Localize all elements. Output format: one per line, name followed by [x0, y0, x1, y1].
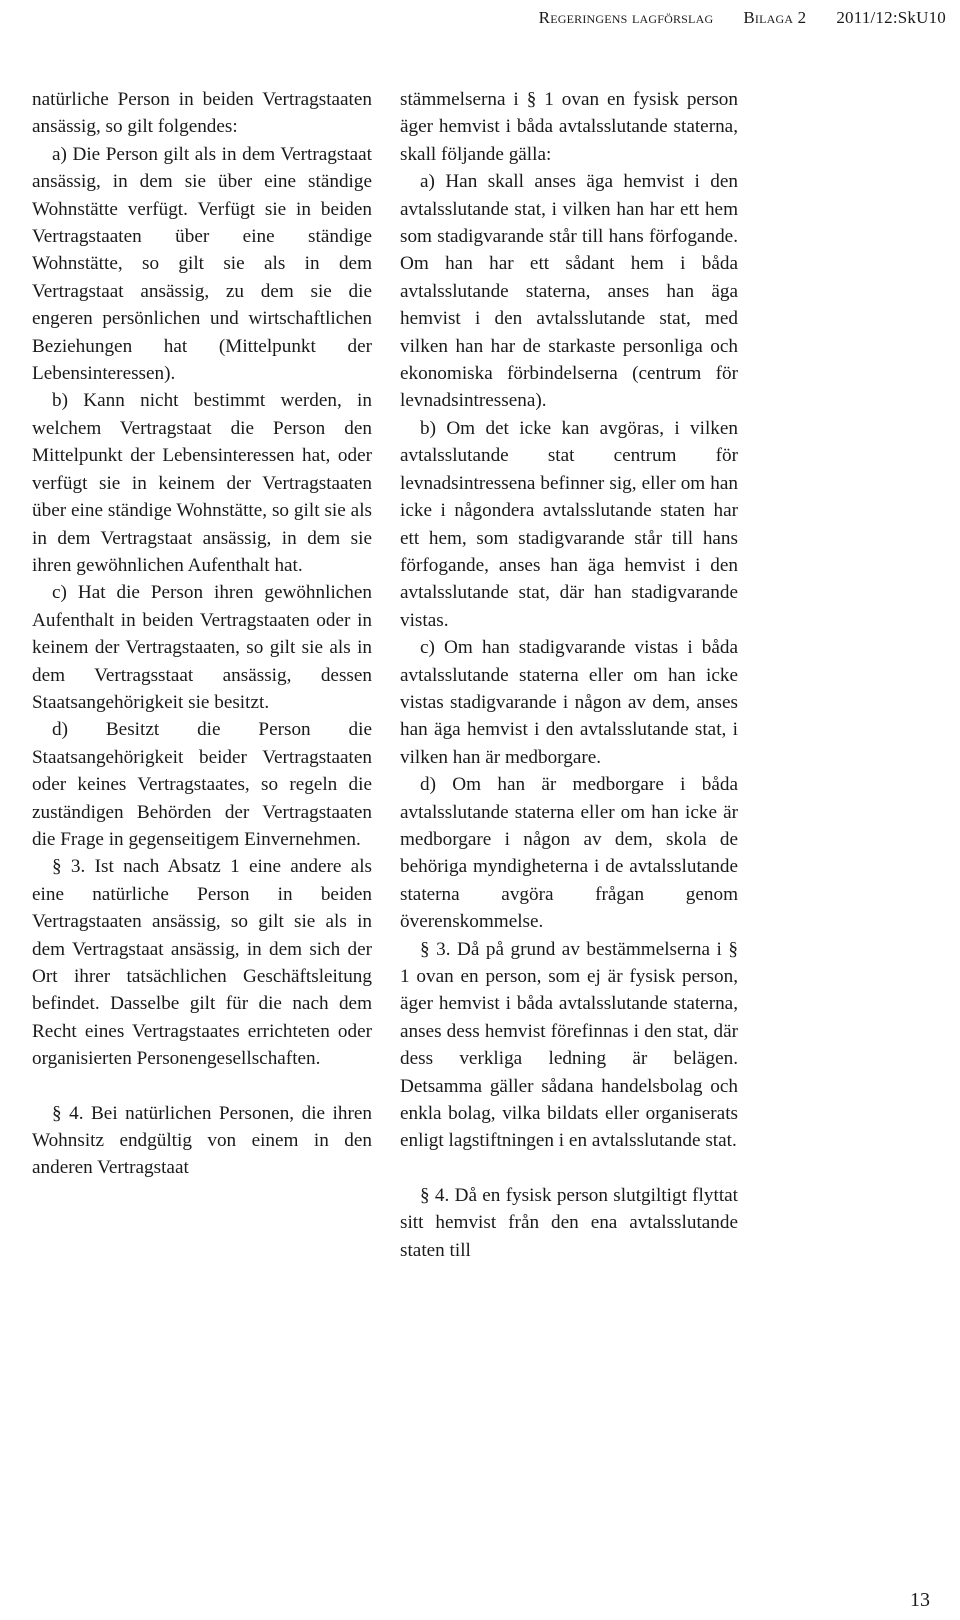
page-number: 13 [910, 1589, 930, 1611]
german-paragraph-b: b) Kann nicht bestimmt werden, in welchem Vertragstaat die Person den Mittelpunkt der Lebensinteressen hat, oder verfügt sie in keinem der Vertragstaaten über eine ständige Wohnstätte, so gilt sie als in dem Vertragstaat ansässig, in dem sie ihren gewöhnlichen Aufenthalt hat. [32, 390, 372, 576]
header-title: Regeringens lagförslag [538, 8, 714, 27]
header-annex: Bilaga 2 [743, 8, 807, 27]
german-paragraph-d: d) Besitzt die Person die Staatsangehörigkeit beider Vertragstaaten oder keines Vertragstaates, so regeln die zuständigen Behörden der Vertragstaaten die Frage in gegenseitigem Einvernehmen. [32, 719, 372, 850]
german-paragraph: natürliche Person in beiden Vertragstaaten ansässig, so gilt folgendes: [32, 89, 372, 138]
swedish-paragraph-c: c) Om han stadigvarande vistas i båda avtalsslutande staterna eller om han icke vistas stadigvarande i någon av dem, anses han äga hemvist i den avtalsslutande stat, i vilken han är medborgare. [400, 637, 738, 768]
running-header [430, 4, 946, 32]
german-section-4: § 4. Bei natürlichen Personen, die ihren Wohnsitz endgültig von einem in den anderen Vertragstaat [32, 1102, 372, 1179]
german-paragraph-a: a) Die Person gilt als in dem Vertragstaat ansässig, in dem sie über eine ständige Wohnstätte verfügt. Verfügt sie in beiden Vertragstaaten über eine ständige Wohnstätte, so gilt sie als in dem Vertragstaat ansässig, zu dem sie die engeren persönlichen und wirtschaftlichen Beziehungen hat (Mittelpunkt der Lebensinteressen). [32, 143, 372, 385]
swedish-column [400, 86, 738, 1264]
german-section-3: § 3. Ist nach Absatz 1 eine andere als eine natürliche Person in beiden Vertragstaaten ansässig, so gilt sie als in dem Vertragstaat ansässig, in dem sich der Ort ihrer tatsächlichen Geschäftsleitung befindet. Dasselbe gilt für die nach dem Recht eines Vertragstaates errichteten oder organisierten Personengesellschaften. [32, 856, 372, 1070]
swedish-paragraph-a: a) Han skall anses äga hemvist i den avtalsslutande stat, i vilken han har ett hem som stadigvarande står till hans förfogande. Om han har ett sådant hem i båda avtalsslutande staterna, anses han äga hemvist i den avtalsslutande stat, med vilken han har de starkaste personliga och ekonomiska förbindelserna (centrum för levnadsintressena). [400, 171, 738, 412]
header-reference: 2011/12:SkU10 [836, 8, 946, 27]
swedish-section-4: § 4. Då en fysisk person slutgiltigt flyttat sitt hemvist från den ena avtalsslutande staten till [400, 1184, 738, 1261]
german-paragraph-c: c) Hat die Person ihren gewöhnlichen Aufenthalt in beiden Vertragstaaten oder in keinem der Vertragstaaten, so gilt sie als in dem Vertragsstaat ansässig, dessen Staatsangehörigkeit sie besitzt. [32, 582, 372, 713]
swedish-paragraph-d: d) Om han är medborgare i båda avtalsslutande staterna eller om han icke är medborgare i någon av dem, skola de behöriga myndigheterna i de avtalsslutande staterna avgöra frågan genom överenskommelse. [400, 774, 738, 933]
swedish-section-3: § 3. Då på grund av bestämmelserna i § 1 ovan en person, som ej är fysisk person, äger hemvist i båda avtalsslutande staterna, anses dess hemvist förefinnas i den stat, där dess verkliga ledning är belägen. Detsamma gäller sådana handelsbolag och enkla bolag, vilka bildats eller organiserats enligt lagstiftningen i en avtalsslutande stat. [400, 938, 738, 1152]
swedish-paragraph: stämmelserna i § 1 ovan en fysisk person äger hemvist i båda avtalsslutande staterna, skall följande gälla: [400, 89, 738, 165]
swedish-paragraph-b: b) Om det icke kan avgöras, i vilken avtalsslutande stat centrum för levnadsintressena befinner sig, eller om han icke i någondera avtalsslutande staten har ett hem, som stadigvarande står till hans förfogande, anses han äga hemvist i den avtalsslutande stat, där han stadigvarande vistas. [400, 417, 738, 631]
german-column [32, 86, 372, 1182]
